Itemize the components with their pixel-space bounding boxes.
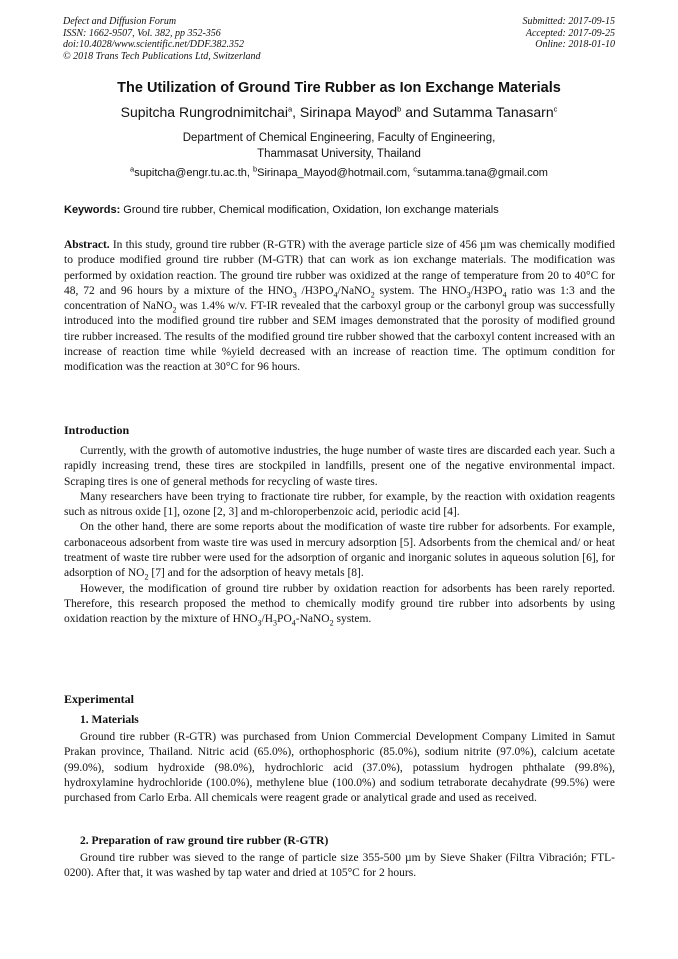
text-run: system. The HNO — [374, 284, 467, 297]
preparation-body — [64, 851, 615, 882]
text-run: /H3PO — [296, 284, 334, 297]
online-date: Online: 2018-01-10 — [535, 39, 615, 50]
section-heading-experimental: Experimental — [64, 692, 134, 706]
paragraph — [64, 582, 615, 628]
materials-body — [64, 730, 615, 806]
text-run: PO — [277, 613, 292, 626]
paragraph: Many researchers have been trying to fractionate tire rubber, for example, by the reaction with oxidation reagents such as nitrous oxide [1], ozone [2, 3] and m-chloroperbenzoic acid, periodic acid [4]. — [64, 490, 615, 519]
paragraph — [64, 520, 615, 581]
author-list — [20, 104, 658, 120]
affiliation — [40, 130, 638, 162]
paragraph: Ground tire rubber (R-GTR) was purchased from Union Commercial Development Company Limited in Samut Prakan province, Thailand. Nitric acid (65.0%), orthophosphoric (85.0%), sodium nitrite (97.0%), calcium acetate (99.0%), sodium hydroxide (98.0%), hydrochloric acid (37.0%), potassium hydrogen phthalate (99.8%), hydroxylamine hydrochloride (100.0%), methylene blue (100.0%) and sodium tetraborate decahydrate (99.5%) were purchased from Carlo Erba. All chemicals were reagent grade or analytical grade and used as received. — [64, 731, 615, 805]
email-mark: c — [413, 164, 417, 174]
author-separator: , — [292, 104, 300, 120]
subscript: 3 — [466, 290, 471, 300]
author-separator: and — [401, 104, 433, 120]
journal-info — [63, 16, 261, 62]
author-name: Sutamma Tanasarn — [432, 104, 554, 120]
email-link[interactable]: sutamma.tana@gmail.com — [416, 167, 548, 179]
subsection-heading-materials: 1. Materials — [80, 714, 139, 726]
text-run: /NaNO — [337, 284, 371, 297]
abstract — [64, 238, 615, 376]
journal-issn: ISSN: 1662-9507, Vol. 382, pp 352-356 — [63, 27, 221, 39]
author-name: Supitcha Rungrodnimitchai — [120, 104, 288, 120]
subscript: 2 — [329, 618, 334, 628]
author-name: Sirinapa Mayod — [299, 104, 398, 120]
email-link[interactable]: supitcha@engr.tu.ac.th, — [134, 167, 253, 179]
subscript: 4 — [291, 618, 296, 628]
subscript: 3 — [273, 618, 278, 628]
text-run: On the other hand, there are some reports about the modification of waste tire rubber for adsorbents. For example, carbonaceous adsorbent from waste tire was used in mercury adsorption [5]. Adsorbents from the chemical and/ or heat treatment of waste tire rubber were used for the adsorption of organic and inorganic solutes in aqueous solution [6], for adsorption of NO — [64, 521, 615, 580]
author-affil-mark: a — [287, 104, 293, 114]
text-run: ratio was 1:3 and the concentration of NaNO — [64, 284, 616, 313]
abstract-label: Abstract. — [64, 239, 110, 251]
text-run: was 1.4% w/v. FT-IR revealed that the carboxyl group or the carbonyl group was successfully introduced into the modified ground tire rubber and SEM images demonstrated that the porosity of modified ground tire rubber increased. The results of the modified ground tire rubber showed that the carboxyl content increased with an increase of reaction time while %yield decreased with an increase of reaction time. The optimum condition for modification was the reaction at 30°C for 96 hours. — [64, 300, 615, 374]
paragraph: Currently, with the growth of automotive industries, the huge number of waste tires are discarded each year. Such a rapidly increasing trend, these tires are stockpiled in landfills, present one of the negative environmental impact. Scraping tires is one of general methods for recycling of waste tires. — [64, 445, 615, 488]
subscript: 2 — [172, 305, 177, 315]
paragraph: Ground tire rubber was sieved to the range of particle size 355-500 µm by Sieve Shaker (Filtra Vibración; FTL-0200). After that, it was washed by tap water and dried at 105°C for 2 hours. — [64, 852, 615, 880]
email-mark: b — [252, 164, 258, 174]
paper-title: The Utilization of Ground Tire Rubber as Ion Exchange Materials — [117, 80, 561, 96]
section-heading-introduction: Introduction — [64, 423, 130, 437]
subscript: 2 — [370, 290, 375, 300]
author-affil-mark: b — [397, 104, 402, 114]
keywords-label: Keywords: — [64, 204, 121, 216]
author-emails — [20, 164, 658, 179]
journal-copyright: © 2018 Trans Tech Publications Ltd, Switzerland — [63, 50, 261, 62]
journal-doi: doi:10.4028/www.scientific.net/DDF.382.352 — [63, 39, 245, 50]
affiliation-line: Department of Chemical Engineering, Faculty of Engineering, — [182, 132, 496, 144]
text-run: In this study, ground tire rubber (R-GTR) with the average particle size of 456 µm was chemically modified to produce modified ground tire rubber (M-GTR) that can work as ion exchange materials. The modification was performed by oxidation reaction. The ground tire rubber was oxidized at the range of temperature from 20 to 40°C for 48, 72 and 96 hours by a mixture of the HNO — [64, 239, 615, 297]
text-run: -NaNO — [295, 613, 330, 626]
affiliation-line: Thammasat University, Thailand — [257, 148, 421, 160]
keywords — [64, 204, 624, 216]
subsection-heading-preparation: 2. Preparation of raw ground tire rubber (R-GTR) — [80, 835, 329, 847]
text-run: [7] and for the adsorption of heavy metals [8]. — [148, 567, 364, 580]
keywords-text: Ground tire rubber, Chemical modification, Oxidation, Ion exchange materials — [120, 204, 499, 216]
publication-dates — [523, 16, 616, 51]
subscript: 3 — [292, 290, 297, 300]
journal-name: Defect and Diffusion Forum — [63, 16, 177, 27]
text-run: However, the modification of ground tire rubber by oxidation reaction for adsorbents has been rarely reported. Therefore, this research proposed the method to chemically modify ground tire rubber into adsorbents by using oxidation reaction by the mixture of HNO — [64, 582, 615, 626]
introduction-body — [64, 444, 615, 628]
text-run: /H — [261, 613, 274, 626]
author-affil-mark: c — [553, 104, 558, 114]
abstract-text — [64, 238, 615, 376]
text-run: /H3PO — [470, 284, 503, 297]
accepted-date: Accepted: 2017-09-25 — [525, 27, 615, 39]
email-mark: a — [130, 164, 135, 174]
email-link[interactable]: Sirinapa_Mayod@hotmail.com, — [257, 167, 414, 179]
submitted-date: Submitted: 2017-09-15 — [522, 16, 615, 27]
subscript: 2 — [144, 572, 149, 582]
subscript: 4 — [333, 290, 338, 300]
text-run: system. — [333, 613, 372, 626]
subscript: 3 — [257, 618, 262, 628]
subscript: 4 — [502, 290, 507, 300]
